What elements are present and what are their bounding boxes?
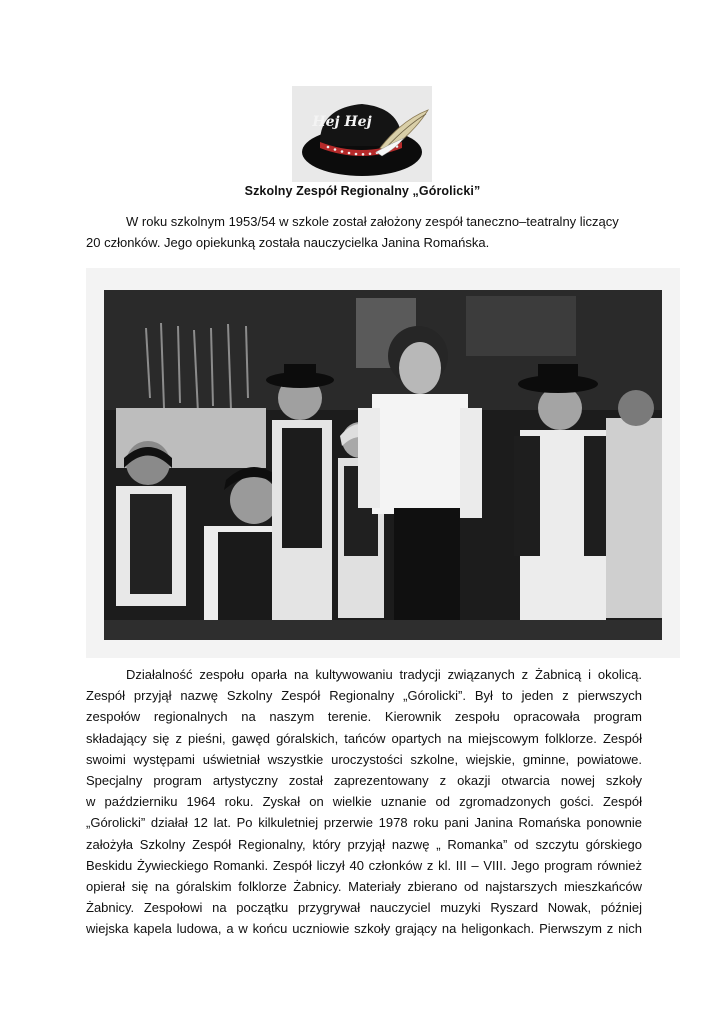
history-line-2: Zespół przyjął nazwę Szkolny Zespół Regionalny „Górolicki”. Był to jeden z pierwszych [86, 688, 642, 704]
history-line-10: Beskidu Żywieckiego Romanki. Zespół liczył 40 członków z kl. III – VIII. Jego program również [86, 857, 642, 873]
history-line-4: składający się z pieśni, gawęd góralskich, tańców opartych na miejscowym folklorze. Zespół [86, 730, 642, 746]
page-title: Szkolny Zespół Regionalny „Górolicki” [244, 184, 481, 198]
history-line-9: założyła Szkolny Zespół Regionalny, który przyjął nazwę „ Romanka” od szczytu górskiego [86, 836, 642, 852]
hat-logo-graphic [292, 86, 432, 182]
group-photo [86, 268, 680, 658]
history-line-5: swoimi występami uświetniał wszystkie uroczystości szkolne, wiejskie, gminne, powiatowe. [86, 751, 642, 767]
intro-line-1: W roku szkolnym 1953/54 w szkole został założony zespół taneczno–teatralny liczący [126, 214, 619, 229]
intro-line-2: 20 członków. Jego opiekunką została nauczycielka Janina Romańska. [86, 235, 490, 250]
history-line-7: w październiku 1964 roku. Zyskał on wielkie uznanie od zgromadzonych gości. Zespół [86, 794, 642, 810]
history-line-6: Specjalny program artystyczny został zaprezentowany z okazji otwarcia nowej szkoły [86, 772, 642, 788]
hat-logo-icon [292, 86, 432, 182]
history-line-11: opierał się na góralskim folklorze Żabnicy. Materiały zbierano od najstarszych mieszkańców [86, 878, 642, 894]
logo-text: Hej Hej [312, 114, 372, 130]
history-paragraph [86, 664, 642, 939]
history-line-12: Żabnicy. Zespołowi na początku przygrywał nauczyciel muzyki Ryszard Nowak, później [86, 900, 642, 916]
group-photo-icon [86, 268, 680, 658]
history-line-3: zespołów regionalnych na naszym terenie. Kierownik zespołu opracowała program [86, 709, 642, 725]
history-line-13: wiejska kapela ludowa, a w końcu uczniowie szkoły grający na heligonkach. Pierwszym z nich [86, 921, 642, 937]
history-line-8: „Górolicki” działał 12 lat. Po kilkuletniej przerwie 1978 roku pani Janina Romańska ponownie [86, 815, 642, 831]
history-line-1: Działalność zespołu oparła na kultywowaniu tradycji związanych z Żabnicą i okolicą. [126, 667, 642, 682]
intro-paragraph [86, 211, 642, 253]
